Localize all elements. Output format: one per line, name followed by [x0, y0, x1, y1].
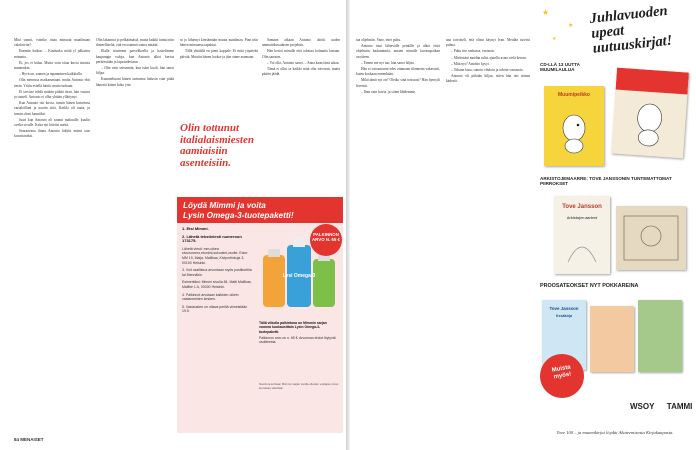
book-cover-title: Tove Jansson [562, 204, 602, 210]
moomin-body [565, 139, 583, 153]
paragraph: Olin lakannut jo pelkäämästä, mutta kaikki tuntui niin ihmeelliseltä, että en osannut sanoa mitään. [96, 38, 174, 48]
book-cover-title: Muumipeikko [558, 92, 590, 98]
ad-title-line-2: Lysin Omega-3-tuotepaketti! [183, 210, 294, 220]
book-cover-muumipeikko [544, 86, 604, 166]
left-column-1 [14, 38, 90, 434]
ad-step: Lähetä viesti: mm,oikea sivunumero,etunimi,sukunimi,osoite. Esim: MM 19, Maija, Mallikas, Kiviportinkuja 3, 00100 Helsinki. [182, 246, 249, 265]
paragraph: – Voi olla, Antonio sanoi. – Anna kaan tästä aikaa. [267, 60, 340, 65]
book-cover-subtitle: Kesäkirja [556, 314, 572, 318]
paragraph: Antonio istui lähtevälle penkille ja alkoi etsiä ohjelmiin kadunnimiä, antaen minulle kuvauspaikan osoitteen. [356, 44, 440, 59]
ad-fine-print: Nuorinna kohtaan Mimmin sarjan sivulla olleiden voittajien nimet kerrotaan viikoittain. [259, 382, 339, 390]
star-icon: ★ [568, 23, 574, 29]
bottle-orange [263, 255, 285, 307]
drawing-frame [624, 216, 678, 260]
right-column-1 [356, 38, 440, 434]
paragraph: Olin menossa maikarumaan, mutta Antonio ehti ensin. Yritin estellä häntä, mutta turhaan. [14, 78, 90, 88]
promo-caption: Tove 100 – ja muumikirjat löydät Akateemisesta Kirjakaupasta. [556, 430, 674, 435]
paragraph: ni jo lähtenyt kiertämään muuta maailmaa. Pian niin hänen minuunsa tapahtui. [180, 38, 258, 48]
paragraph: Ei tarvitse tehdä mitään pitkää tässä, hän vastasi ja suuteli. Antonio ei ollut yhtään yllättynyt. [14, 89, 90, 100]
prize-detail: Palkinnon arvo on n. 65 €. Arvonnan ehdot löytyvät osoitteesta. [259, 335, 336, 345]
ad-instructions [182, 227, 252, 317]
sketch-illustration-icon [564, 226, 600, 268]
bottle-cap [268, 249, 280, 257]
paragraph: Kuunneltuani hänen tarinansa halusin vain pitää hänestä kiinni koko yön. [96, 77, 174, 87]
wsoy-logo: WSOY [630, 402, 655, 411]
paragraph: – Hyvä on, saanen ja tapaaminen kaikkialla. [19, 72, 83, 77]
page-folio: 84 MENAISET [14, 437, 44, 442]
book-cover-muumi-tove-100 [611, 68, 689, 159]
paragraph: – Olin vain seitsemän, kun isäni kuoli, hän sanoi hiljaa. [96, 66, 174, 76]
right-column-2 [446, 38, 530, 434]
tammi-logo: TAMMI [666, 402, 693, 411]
ad-header-band [177, 199, 343, 223]
paragraph: Mikä tämä nyt on? Oletko sinä tosissasi? Hän hymyili leveästi. [356, 78, 440, 88]
paragraph: – Odotan lasta, sanoin vihdoin ja odotin vastausta. [451, 68, 524, 73]
product-label: Lysi Omega-3 [282, 273, 316, 279]
paragraph: Mitä sanoit, vointko ottaa minuuta maailmaan valokuviin? [14, 38, 90, 48]
paragraph: – Emme me nyt tuo, hän sanoi hiljaa. [361, 60, 415, 65]
paragraph: – Puhu itse rauhassa, vastasin. [451, 49, 495, 54]
book-cover-subtitle: Arkistojen aarteet [566, 216, 598, 220]
publisher-logos [630, 402, 692, 411]
book-promo-advertisement [534, 0, 696, 450]
paragraph: Illalla istuimme parvekkeella ja katselimme kaupungin valoja, kun Antonio alkoi kertoa perheestään ja lapsuudestaan. [96, 49, 174, 64]
ad-prize-description [259, 321, 339, 346]
promo-headline: Juhlavuoden upeat uutuuskirjat! [588, 2, 674, 57]
paragraph: – Ihan vain kuvia, ja sitten lähdemme. [361, 89, 416, 94]
ad-title [183, 201, 294, 220]
paragraph: taa ohjelmiin. Vano, ettei puhu. [356, 38, 401, 42]
drawing-circle [641, 226, 661, 246]
paragraph: Seuraavana iltana Antonio hälytti minut taas kuvattavaksi. [14, 129, 90, 139]
ad-step: 3. Voit osallistua arvontaan myös postikortilla tai Mennäkin. [182, 268, 252, 277]
book-cover-tove-jansson [554, 196, 610, 274]
paragraph: Juuri kun Antonio oli saanut makuulle, kuulin ovelta sivulle. Kuka nyt häiritsi meitä. [14, 117, 90, 128]
promo-pocketbooks-text: PROOSATEOKSET NYT POKKAREINA [540, 283, 639, 289]
paragraph: Tämä ei ollut se kaikki mitä olin toivonut, mutta päätin jäädä. [262, 67, 340, 77]
left-column-2 [96, 38, 174, 434]
prize-value-label: PALKINNON ARVO N. 65 € [312, 232, 340, 242]
sketch-line [568, 247, 596, 262]
prize-text: Tällä viikolla palkintona on Mimmin sarjan vuonna kuukausittain Lysin Omega-3-tuotepaketti. [259, 321, 327, 334]
bottle-cap [293, 238, 305, 247]
paragraph: – Mielestäni meidän tulisi ajatella asiaa vielä kerran. [451, 55, 527, 60]
paragraph: – Mitä nyt? Antonio kysyi. [451, 61, 490, 66]
moomin-head [563, 115, 585, 141]
moomin-eye [577, 124, 580, 127]
bottle-green [313, 259, 335, 307]
muista-myos-text: Muista myös! [551, 364, 572, 381]
ad-step: 4. Palkinnot arvotaan kaikkien oikein vastanneiden kesken. [182, 292, 239, 302]
left-column-4 [262, 38, 340, 194]
ad-title-line-1: Löydä Mimmi ja voita [183, 201, 266, 210]
paragraph: Antonio oli pitkään hiljaa, sitten hän otti minua kädestä. [446, 74, 530, 84]
ad-step: 5. Vastausten on oltava perillä viimeistään 19.5. [182, 304, 248, 314]
pull-quote: Olin tottunut italialaismiesten aamiaisiin asenteisiin. [180, 122, 254, 169]
contest-advertisement [177, 197, 343, 433]
archive-drawing-icon [622, 214, 680, 262]
book-cover-archive [616, 206, 686, 270]
book-band [616, 68, 689, 95]
right-page [350, 0, 696, 450]
paragraph: Enemän katkoo. – Kuuluuko nöitä yl julkaistu minuuta. [14, 49, 90, 59]
promo-archive-text: ARKISTOJEMAARRE: TOVE JANSSONIN TUNTEMATTOMAT PIIRROKSET [540, 176, 672, 187]
promo-cd-text: CD-LLÄ 13 UUTTA MUUMILAULUA [540, 62, 580, 73]
moomin-body [638, 129, 659, 146]
paragraph: Samaan aikaan Antonio aloitti uuden ammattikuvauksen projektin. [262, 38, 340, 48]
moomin-illustration-icon [558, 110, 590, 154]
ad-step: 1. Etsi Mimmi. [182, 226, 209, 231]
star-icon: ★ [552, 37, 557, 42]
book-cover-pocket-2 [590, 306, 634, 372]
moomin-troll-icon [630, 97, 669, 149]
book-cover-pocket-3 [638, 300, 682, 372]
ad-step: 2. Lähetä tekstiviesti numeroon 173175. [182, 233, 242, 244]
paragraph: Hän ei vaivautunut edes ottamaan tilannetta vakavasti, kuten koskaan ennenkään. [356, 67, 440, 77]
paragraph: ana toivotteli, että olisin käynyt Ivan. Meidän tarvitsi puhua. [446, 38, 530, 48]
paragraph: Tällä yhtäällä en pieni kappale. Ei mitä yöpäivää päivää. Muutin hänen luokse ja jäin sinne asumaan. [180, 49, 258, 59]
paragraph: Kun Antonio otti kuvia, tunsin hänen katseensa vartaloillani ja nautin siitä. Kaikki oli uutta, ja tunsin oloni kauniiksi. [14, 101, 90, 116]
ad-step: Esimerkiksi: Mimmi sivulla 84, Matti Mallikas, Mallitie 1 A, 00000 Helsinki. [182, 280, 252, 289]
paragraph: Hän kertoi minulle että odottaa kolmatta lastaan. Olin sanaton. [262, 49, 340, 59]
star-icon: ★ [542, 8, 550, 17]
moomin-head [637, 103, 663, 133]
left-page [0, 0, 346, 450]
paragraph: Ei, jos ei halua. Mutta voin ottaa kuvia sinusta muutenkin. [14, 60, 90, 71]
book-cover-title: Tove Jansson [549, 306, 579, 311]
